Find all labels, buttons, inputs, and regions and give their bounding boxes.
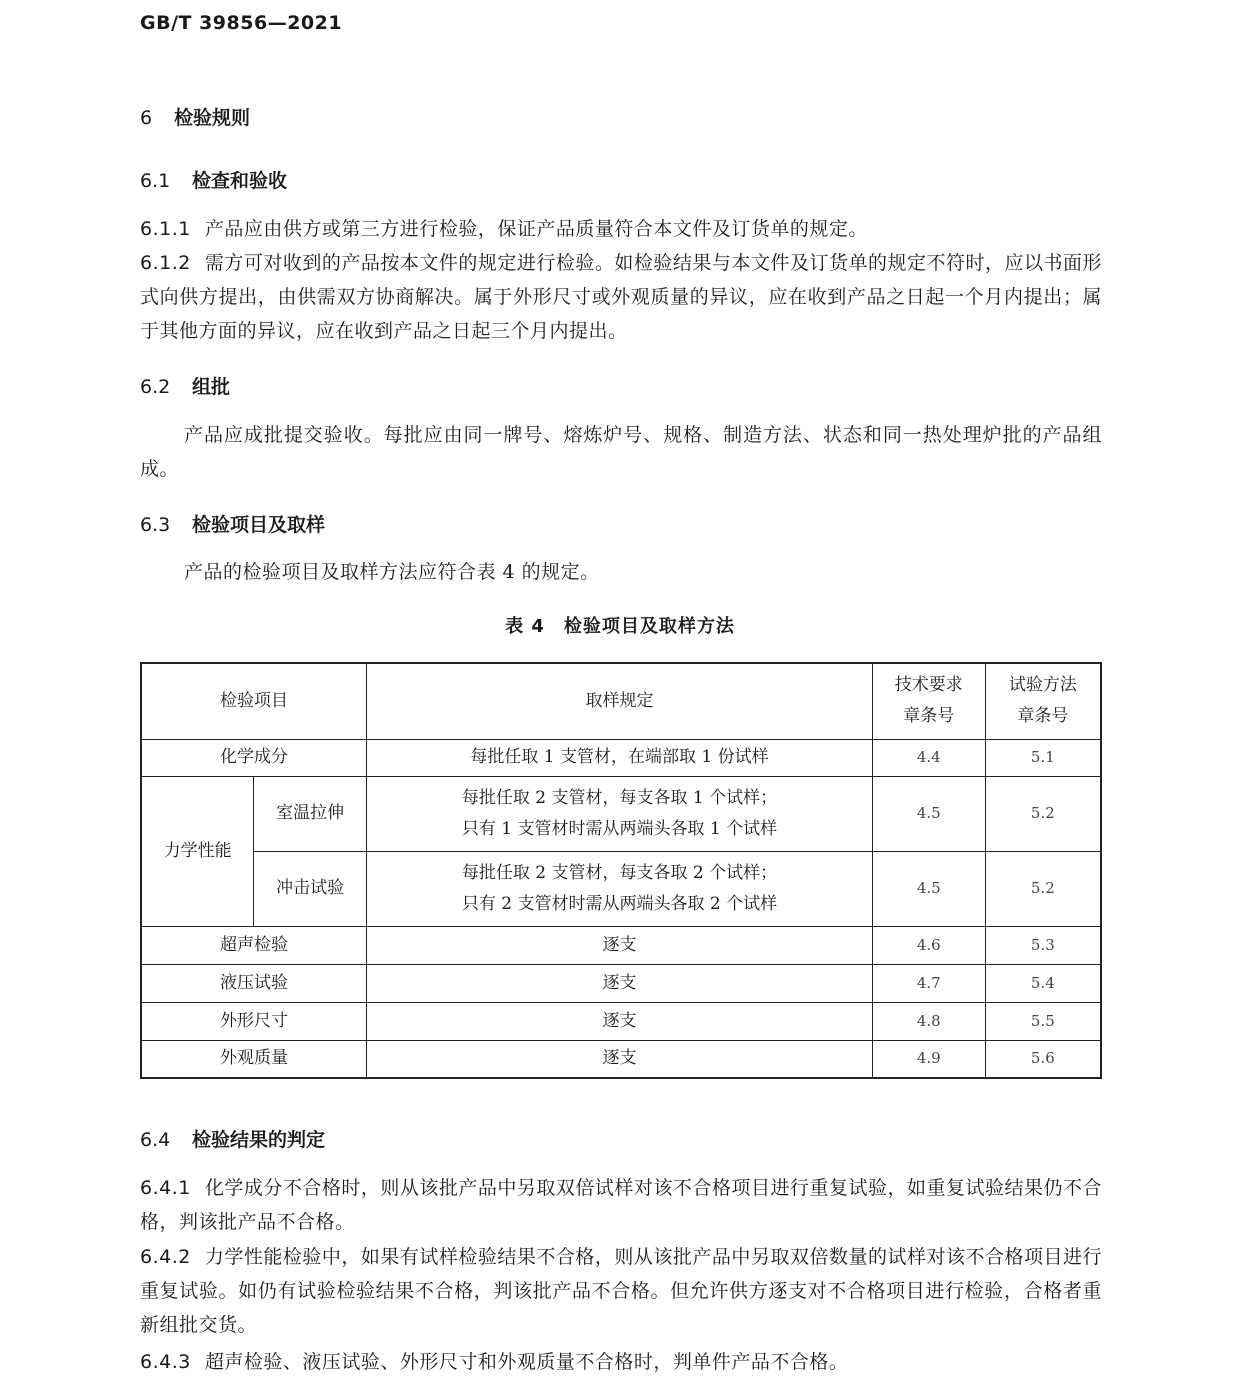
cell-item: 外观质量 <box>141 1040 367 1078</box>
header-method-line1: 试验方法 <box>1008 675 1077 696</box>
section-number: 6.3 <box>140 514 171 536</box>
clause-6-3-text: 产品的检验项目及取样方法应符合表 4 的规定。 <box>184 561 600 583</box>
cell-req: 4.6 <box>872 926 985 964</box>
cell-method: 5.3 <box>985 926 1101 964</box>
cell-item: 冲击试验 <box>254 851 367 926</box>
header-method <box>985 663 1101 739</box>
cell-item: 外形尺寸 <box>141 1002 367 1040</box>
sampling-line: 只有 1 支管材时需从两端头各取 1 个试样 <box>461 818 778 839</box>
cell-req: 4.4 <box>872 739 985 776</box>
header-req-line2: 章条号 <box>903 706 955 727</box>
section-6-heading <box>140 103 250 130</box>
clause-text: 超声检验、液压试验、外形尺寸和外观质量不合格时，判单件产品不合格。 <box>204 1351 849 1373</box>
cell-method: 5.6 <box>985 1040 1101 1078</box>
section-6-4-heading <box>140 1125 325 1152</box>
clause-number: 6.4.3 <box>140 1351 191 1373</box>
clause-6-4-1 <box>140 1171 1102 1239</box>
cell-item: 室温拉伸 <box>254 776 367 851</box>
cell-req: 4.8 <box>872 1002 985 1040</box>
cell-sampling: 逐支 <box>367 1040 873 1078</box>
cell-item: 化学成分 <box>141 739 367 776</box>
table-header-row <box>141 663 1101 739</box>
sampling-line: 只有 2 支管材时需从两端头各取 2 个试样 <box>461 893 778 914</box>
table-row <box>141 964 1101 1002</box>
section-6-1-heading <box>140 166 287 193</box>
cell-req: 4.9 <box>872 1040 985 1078</box>
clause-text: 产品应由供方或第三方进行检验，保证产品质量符合本文件及订货单的规定。 <box>204 218 868 240</box>
cell-item: 液压试验 <box>141 964 367 1002</box>
cell-method: 5.1 <box>985 739 1101 776</box>
clause-text: 需方可对收到的产品按本文件的规定进行检验。如检验结果与本文件及订货单的规定不符时，应以书面形式向供方提出，由供需双方协商解决。属于外形尺寸或外观质量的异议，应在收到产品之日起一个月内提出；属于其他方面的异议，应在收到产品之日起三个月内提出。 <box>140 252 1102 342</box>
section-title: 检查和验收 <box>192 170 288 192</box>
section-number: 6 <box>140 107 153 129</box>
table-row <box>141 776 1101 851</box>
cell-req: 4.7 <box>872 964 985 1002</box>
standard-code: GB/T 39856—2021 <box>140 12 343 34</box>
cell-item: 超声检验 <box>141 926 367 964</box>
header-sampling: 取样规定 <box>367 663 873 739</box>
section-title: 检验规则 <box>174 107 251 129</box>
cell-sampling: 逐支 <box>367 926 873 964</box>
sampling-line: 每批任取 2 支管材，每支各取 1 个试样； <box>461 787 778 808</box>
cell-sampling: 逐支 <box>367 964 873 1002</box>
section-number: 6.1 <box>140 170 171 192</box>
inspection-table <box>140 662 1102 1079</box>
cell-req: 4.5 <box>872 776 985 851</box>
clause-6-2-text: 产品应成批提交验收。每批应由同一牌号、熔炼炉号、规格、制造方法、状态和同一热处理炉批的产品组成。 <box>140 424 1102 480</box>
clause-number: 6.4.2 <box>140 1246 191 1268</box>
cell-method: 5.5 <box>985 1002 1101 1040</box>
table-row <box>141 926 1101 964</box>
clause-number: 6.1.2 <box>140 252 191 274</box>
cell-method: 5.4 <box>985 964 1101 1002</box>
table-title: 表 4 检验项目及取样方法 <box>505 616 735 637</box>
sampling-line: 每批任取 2 支管材，每支各取 2 个试样； <box>461 862 778 883</box>
cell-sampling: 逐支 <box>367 1002 873 1040</box>
header-req-line1: 技术要求 <box>894 675 963 696</box>
cell-sampling: 每批任取 1 支管材，在端部取 1 份试样 <box>367 739 873 776</box>
clause-text: 化学成分不合格时，则从该批产品中另取双倍试样对该不合格项目进行重复试验，如重复试验结果仍不合格，判该批产品不合格。 <box>140 1177 1102 1233</box>
cell-sampling <box>367 851 873 926</box>
section-number: 6.4 <box>140 1129 171 1151</box>
cell-group-mechanical: 力学性能 <box>141 776 254 926</box>
section-title: 组批 <box>192 376 231 398</box>
table-row <box>141 1040 1101 1078</box>
cell-method: 5.2 <box>985 851 1101 926</box>
header-method-line2: 章条号 <box>1017 706 1069 727</box>
section-title: 检验结果的判定 <box>192 1129 326 1151</box>
header-requirement <box>872 663 985 739</box>
section-number: 6.2 <box>140 376 171 398</box>
cell-method: 5.2 <box>985 776 1101 851</box>
cell-sampling <box>367 776 873 851</box>
clause-number: 6.1.1 <box>140 218 191 240</box>
clause-text: 力学性能检验中，如果有试样检验结果不合格，则从该批产品中另取双倍数量的试样对该不合格项目进行重复试验。如仍有试验检验结果不合格，判该批产品不合格。但允许供方逐支对不合格项目进行检验，合格者重新组批交货。 <box>140 1246 1102 1336</box>
clause-6-1-2 <box>140 246 1102 348</box>
table-row <box>141 1002 1101 1040</box>
table-row <box>141 851 1101 926</box>
clause-6-4-2 <box>140 1240 1102 1342</box>
section-6-3-heading <box>140 510 325 537</box>
clause-number: 6.4.1 <box>140 1177 191 1199</box>
clause-6-1-1 <box>140 212 1102 246</box>
table-row <box>141 739 1101 776</box>
section-title: 检验项目及取样 <box>192 514 326 536</box>
section-6-2-heading <box>140 372 230 399</box>
cell-req: 4.5 <box>872 851 985 926</box>
header-item: 检验项目 <box>141 663 367 739</box>
clause-6-4-3 <box>140 1345 1102 1379</box>
